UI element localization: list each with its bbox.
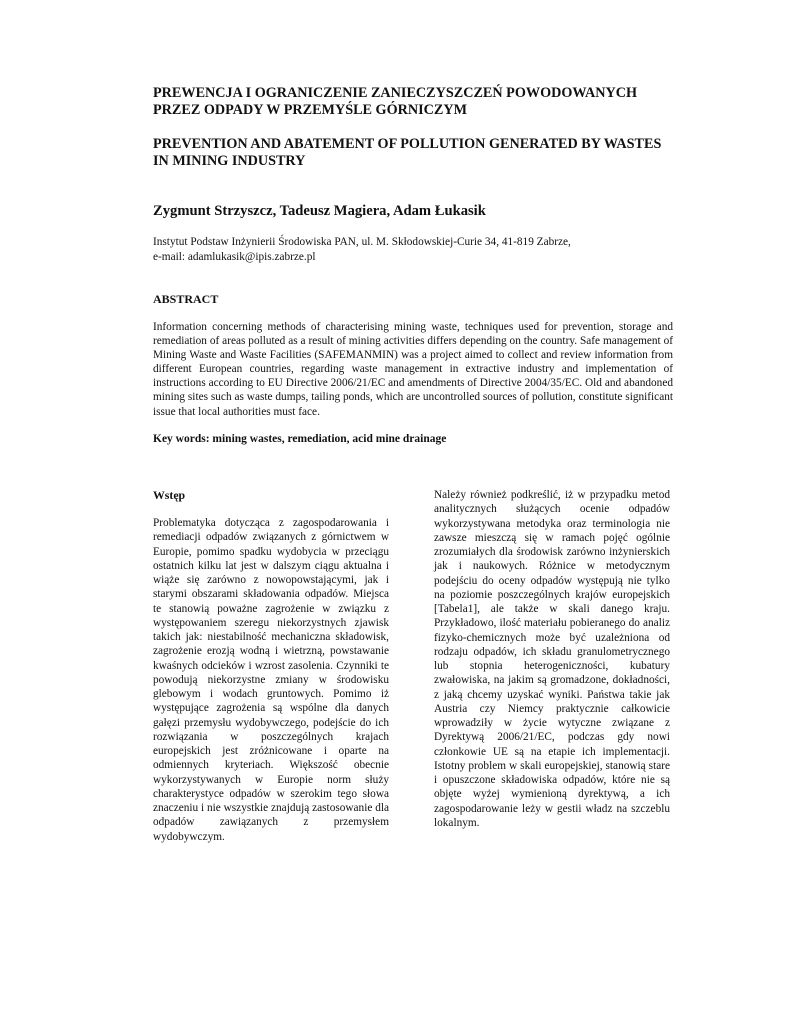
keywords: Key words: mining wastes, remediation, acid mine drainage [153, 433, 447, 445]
affiliation-address: Instytut Podstaw Inżynierii Środowiska PAN, ul. M. Skłodowskiej-Curie 34, 41-819 Zabrze, [153, 236, 571, 248]
authors: Zygmunt Strzyszcz, Tadeusz Magiera, Adam Łukasik [153, 203, 486, 219]
affiliation [153, 235, 633, 265]
body-column-right: Należy również podkreślić, iż w przypadku metod analitycznych służących ocenie odpadów wykorzystywana metodyka oraz terminologia nie zawsze mieszczą się w ramach pojęć ogólnie zrozumiałych dla środowisk zarówno inżynierskich jak i naukowych. Różnice w metodycznym podejściu do oceny odpadów występują nie tylko na poziomie poszczególnych krajów europejskich [Tabela1], ale także w skali danego kraju. Przykładowo, ilość materiału pobieranego do analiz fizyko-chemicznych może być uzależniona od rodzaju odpadów, ich składu granulometrycznego lub stopnia heterogeniczności, kubatury zwałowiska, na jakim są gromadzone, dokładności, z jaką chcemy uzyskać wyniki. Państwa takie jak Austria czy Niemcy praktycznie całkowicie wprowadziły w życie wytyczne związane z Dyrektywą 2006/21/EC, podczas gdy nowi członkowie UE są na etapie ich implementacji. Istotny problem w skali europejskiej, stanowią stare i opuszczone składowiska odpadów, które nie są objęte wyżej wymienioną dyrektywą, a ich zagospodarowanie leży w gestii władz na szczeblu lokalnym. [434, 489, 670, 829]
title-polish: PREWENCJA I OGRANICZENIE ZANIECZYSZCZEŃ POWODOWANYCH PRZEZ ODPADY W PRZEMYŚLE GÓRNICZYM [153, 85, 638, 118]
title-english: PREVENTION AND ABATEMENT OF POLLUTION GENERATED BY WASTES IN MINING INDUSTRY [153, 136, 662, 169]
body-column-left: Problematyka dotycząca z zagospodarowania i remediacji odpadów związanych z górnictwem w Europie, pomimo spadku wydobycia w przeciągu ostatnich kilku lat jest w dalszym ciągu aktualna i wiąże się zarówno z nowopowstającymi, jak i starymi obszarami składowania odpadów. Miejsca te stanowią poważne zagrożenie w związku z występowaniem szeregu niekorzystnych zjawisk takich jak: niestabilność mechaniczna składowisk, zagrożenie erozją wodną i wietrzną, powstawanie kwaśnych odcieków i wzrost zasolenia. Czynniki te powodują niekorzystne zmiany w środowisku glebowym i wodach gruntowych. Pomimo iż występujące zagrożenia są wspólne dla danych gałęzi przemysłu wydobywczego, podejście do ich rozwiązania w poszczególnych krajach europejskich jest zróżnicowane i oparte na odmiennych kryteriach. Większość obecnie wykorzystywanych w Europie norm służy charakterystyce odpadów w szerokim tego słowa znaczeniu i nie wszystkie znajdują zastosowanie dla odpadów zawiązanych z przemysłem wydobywczym. [153, 517, 389, 843]
abstract-heading: ABSTRACT [153, 292, 219, 306]
affiliation-email: e-mail: adamlukasik@ipis.zabrze.pl [153, 251, 316, 263]
abstract-text: Information concerning methods of characterising mining waste, techniques used for prevention, storage and remediation of areas polluted as a result of mining activities differs depending on the country. Safe management of Mining Waste and Waste Facilities (SAFEMANMIN) was a project aimed to collect and review information from different European countries, regarding waste management in extractive industry and implementation of instructions according to EU Directive 2006/21/EC and amendments of Directive 2004/35/EC. Old and abandoned mining sites such as waste dumps, tailing ponds, which are uncontrolled sources of pollution, constitute significant issue that local authorities must face. [153, 321, 673, 418]
section-heading: Wstęp [153, 488, 186, 502]
